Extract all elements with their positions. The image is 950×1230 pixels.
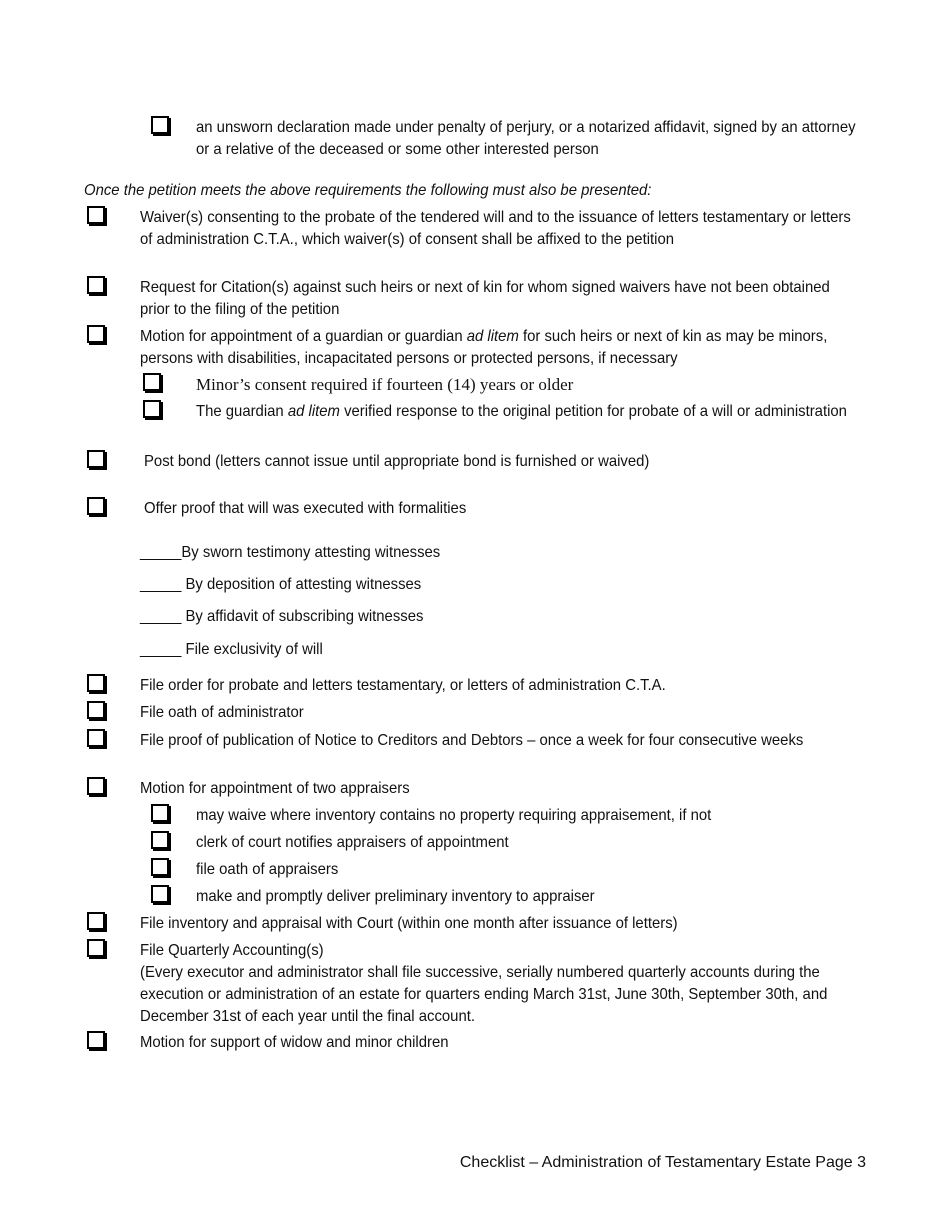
appraiser-sub-text: may waive where inventory contains no property requiring appraisement, if not	[196, 807, 712, 824]
file-oath-admin-text: File oath of administrator	[140, 704, 304, 721]
checkbox[interactable]	[87, 450, 105, 468]
appraiser-sub-text: clerk of court notifies appraisers of appointment	[196, 834, 509, 851]
file-order-text: File order for probate and letters testamentary, or letters of administration C.T.A.	[140, 677, 666, 694]
proof-method-line: _____ File exclusivity of will	[140, 641, 323, 658]
gal-text-b: verified response to the original petition for probate of a will or administration	[339, 403, 847, 420]
guardian-text-a: Motion for appointment of a guardian or guardian	[140, 328, 467, 345]
waivers-text: Waiver(s) consenting to the probate of the tendered will and to the issuance of letters testamentary or letters of administration C.T.A., which waiver(s) of consent shall be affixed to the petition	[140, 209, 851, 248]
post-bond-text: Post bond (letters cannot issue until appropriate bond is furnished or waived)	[144, 453, 650, 470]
intro-text: Once the petition meets the above requirements the following must also be presented:	[84, 182, 652, 199]
support-motion-text: Motion for support of widow and minor children	[140, 1034, 449, 1051]
gal-text-italic: ad litem	[287, 403, 340, 420]
guardian-text	[140, 326, 856, 370]
checkbox[interactable]	[87, 497, 105, 515]
prelim-item-text: an unsworn declaration made under penalty of perjury, or a notarized affidavit, signed by an attorney or a relative of the deceased or some other interested person	[196, 119, 856, 158]
checkbox[interactable]	[143, 373, 161, 391]
proof-method-line: _____ By affidavit of subscribing witnesses	[140, 608, 424, 625]
checkbox[interactable]	[87, 701, 105, 719]
proof-method-line: _____By sworn testimony attesting witnesses	[140, 544, 441, 561]
file-publication-text: File proof of publication of Notice to Creditors and Debtors – once a week for four consecutive weeks	[140, 732, 804, 749]
gal-response-text	[196, 401, 861, 423]
appraiser-sub-text: file oath of appraisers	[196, 861, 339, 878]
offer-proof-text: Offer proof that will was executed with formalities	[144, 500, 467, 517]
proof-method-line: _____ By deposition of attesting witnesses	[140, 576, 422, 593]
inventory-text: File inventory and appraisal with Court (within one month after issuance of letters)	[140, 915, 678, 932]
checkbox[interactable]	[151, 116, 169, 134]
citation-text: Request for Citation(s) against such heirs or next of kin for whom signed waivers have not been obtained prior to the filing of the petition	[140, 279, 830, 318]
checkbox[interactable]	[87, 777, 105, 795]
guardian-text-italic: ad litem	[466, 328, 519, 345]
checkbox[interactable]	[87, 939, 105, 957]
checkbox[interactable]	[143, 400, 161, 418]
quarterly-title-text: File Quarterly Accounting(s)	[140, 942, 324, 959]
appraisers-motion-text: Motion for appointment of two appraisers	[140, 780, 410, 797]
page-footer: Checklist – Administration of Testamentary Estate Page 3	[459, 1154, 866, 1171]
checkbox[interactable]	[151, 858, 169, 876]
checkbox[interactable]	[87, 276, 105, 294]
checkbox[interactable]	[87, 1031, 105, 1049]
quarterly-note-text: (Every executor and administrator shall file successive, serially numbered quarterly accounts during the execution or administration of an estate for quarters ending March 31st, June 30th, September 30th, and December 31st of each year until the final account.	[140, 964, 828, 1025]
gal-text-a: The guardian	[196, 403, 288, 420]
checkbox[interactable]	[151, 831, 169, 849]
checkbox[interactable]	[87, 325, 105, 343]
checkbox[interactable]	[87, 206, 105, 224]
checkbox[interactable]	[87, 912, 105, 930]
guardian-text-b: for such heirs or next of kin as may be minors, persons with disabilities, incapacitated persons or protected persons, if necessary	[140, 328, 828, 367]
checkbox[interactable]	[151, 885, 169, 903]
checkbox[interactable]	[87, 674, 105, 692]
minor-consent-text: Minor’s consent required if fourteen (14) years or older	[196, 375, 574, 394]
checkbox[interactable]	[87, 729, 105, 747]
checkbox[interactable]	[151, 804, 169, 822]
appraiser-sub-text: make and promptly deliver preliminary inventory to appraiser	[196, 888, 595, 905]
